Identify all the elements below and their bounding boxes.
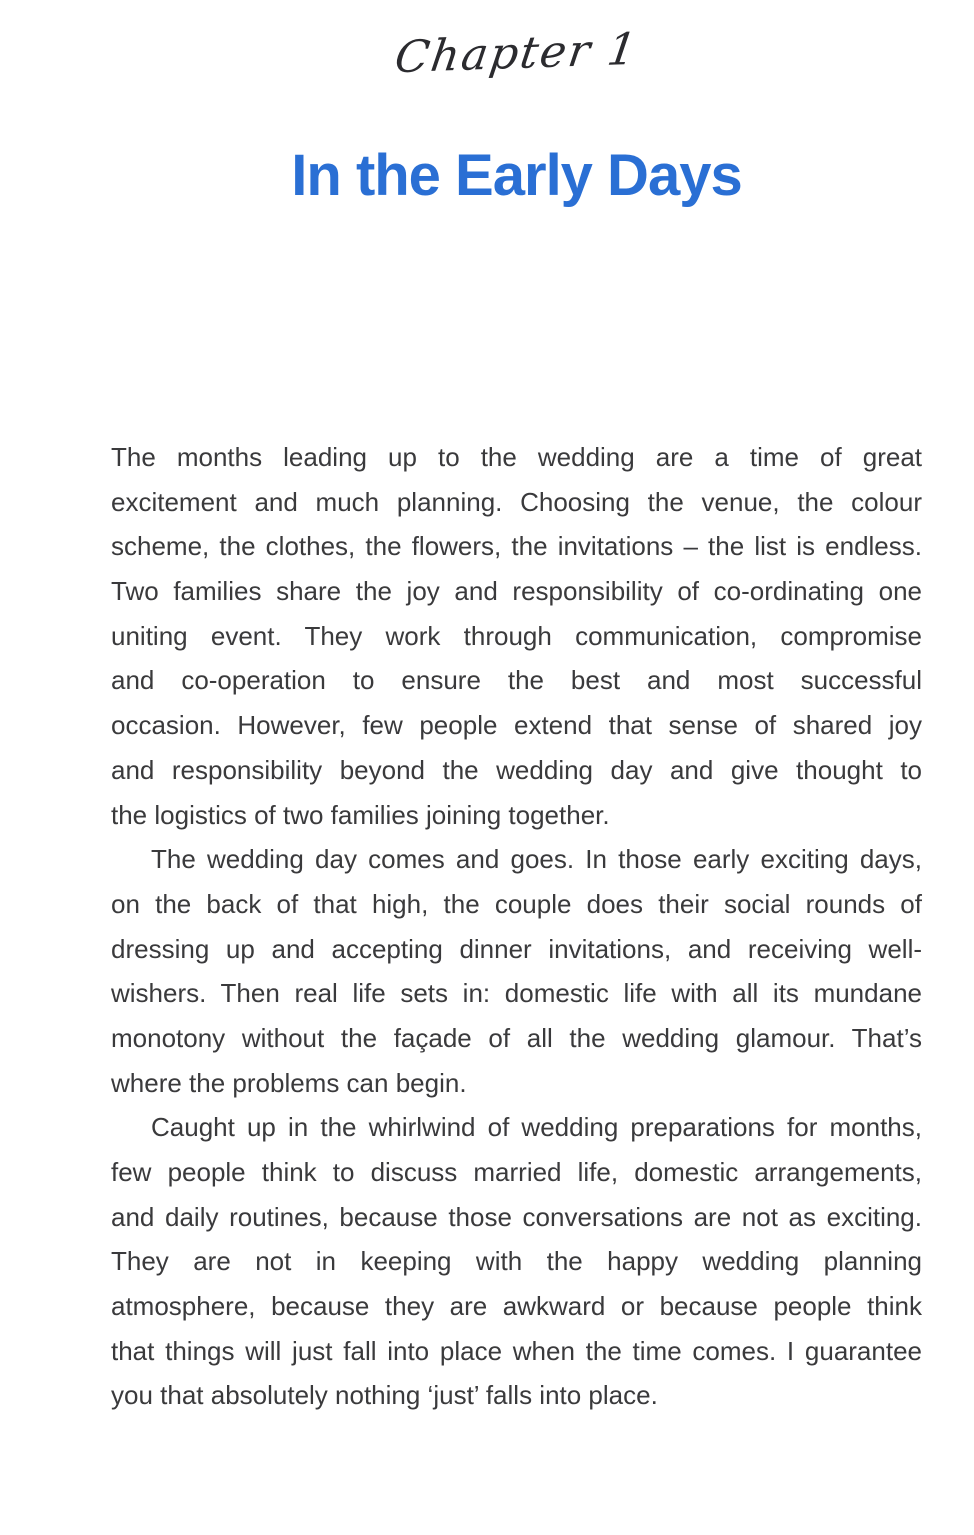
- paragraph: [111, 1105, 922, 1418]
- chapter-label: [111, 23, 922, 84]
- text-line: The wedding day comes and goes. In those early exciting days,: [151, 844, 922, 875]
- text-line: excitement and much planning. Choosing the venue, the colour: [111, 486, 922, 517]
- text-line: monotony without the façade of all the wedding glamour. That’s: [111, 1022, 922, 1053]
- text-line: dressing up and accepting dinner invitations, and receiving well-: [111, 933, 922, 964]
- text-line: Caught up in the whirlwind of wedding preparations for months,: [151, 1112, 922, 1143]
- text-line: you that absolutely nothing ‘just’ falls into place.: [111, 1380, 658, 1411]
- text-line: uniting event. They work through communication, compromise: [111, 620, 922, 651]
- text-line: and daily routines, because those conversations are not as exciting.: [111, 1201, 922, 1232]
- paragraph: [111, 837, 922, 1105]
- text-line: where the problems can begin.: [111, 1067, 467, 1098]
- text-line: They are not in keeping with the happy wedding planning: [111, 1246, 922, 1277]
- text-line: few people think to discuss married life, domestic arrangements,: [111, 1157, 922, 1187]
- text-line: atmosphere, because they are awkward or because people think: [111, 1291, 922, 1322]
- chapter-label-text: Chapter 1: [391, 23, 642, 84]
- text-line: on the back of that high, the couple does their social rounds of: [111, 888, 922, 919]
- text-line: and co-operation to ensure the best and most successful: [111, 665, 922, 696]
- paragraph: [111, 435, 922, 837]
- page-title: In the Early Days: [291, 143, 742, 208]
- text-line: wishers. Then real life sets in: domestic life with all its mundane: [111, 978, 922, 1009]
- text-line: and responsibility beyond the wedding day and give thought to: [111, 754, 922, 785]
- text-line: Two families share the joy and responsibility of co-ordinating one: [111, 576, 922, 607]
- text-line: The months leading up to the wedding are a time of great: [111, 442, 922, 472]
- body-text: [111, 435, 922, 1418]
- text-line: that things will just fall into place when the time comes. I guarantee: [111, 1335, 922, 1366]
- text-line: occasion. However, few people extend that sense of shared joy: [111, 710, 922, 741]
- text-line: scheme, the clothes, the flowers, the invitations – the list is endless.: [111, 531, 922, 562]
- text-line: the logistics of two families joining together.: [111, 799, 610, 830]
